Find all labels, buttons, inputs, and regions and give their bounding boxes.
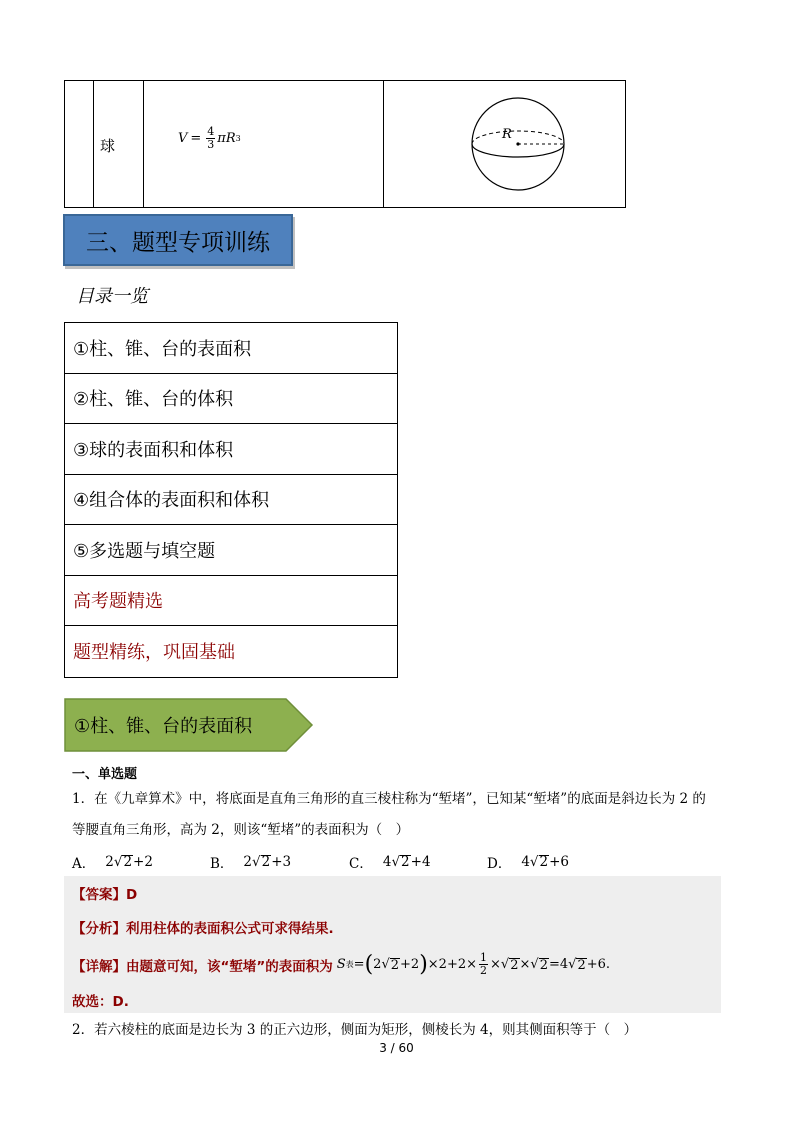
page-number: 3 / 60: [379, 1041, 414, 1055]
detail-prefix: 【详解】由题意可知，该“堑堵”的表面积为: [72, 958, 333, 975]
option-label: D．: [487, 856, 512, 872]
toc-table: [64, 322, 398, 678]
sub-header: 一、单选题: [72, 767, 138, 782]
option-radicand: 2: [401, 854, 410, 870]
question-1-line-1: 1．在《九章算术》中，将底面是直角三角形的直三棱柱称为“堑堵”，已知某“堑堵”的底面是斜边长为 2 的: [72, 791, 706, 807]
question-2: 2．若六棱柱的底面是边长为 3 的正六边形，侧面为矩形，侧棱长为 4，则其侧面积等于（ ）: [72, 1022, 638, 1038]
detail-line: [72, 952, 610, 977]
formula-exponent: 3: [235, 134, 241, 143]
fraction-denominator: 2: [480, 964, 488, 977]
eq-part: +6: [586, 957, 606, 972]
option-c[interactable]: C． 4√2+4: [349, 854, 431, 872]
eq-radicand: 2: [577, 957, 586, 973]
option-b[interactable]: B． 2√2+3: [210, 854, 292, 872]
eq-radicand: 2: [510, 957, 519, 973]
eq-part: .: [605, 957, 611, 972]
formula-fraction: [206, 126, 215, 151]
option-radicand: 2: [539, 854, 549, 870]
answer-line: 【答案】D: [72, 887, 138, 903]
toc-item[interactable]: ③球的表面积和体积: [65, 424, 397, 475]
sphere-figure: [460, 96, 576, 194]
toc-title: 目录一览: [76, 286, 148, 307]
formula-lhs: V: [178, 131, 188, 146]
eq-part: =4: [548, 957, 569, 972]
formula-pi: π: [217, 131, 226, 146]
eq-symbol: S: [336, 957, 346, 972]
answer-box: [64, 876, 721, 1013]
option-coef: 4: [382, 854, 392, 870]
option-label: C．: [349, 856, 373, 872]
shape-name: 球: [100, 137, 116, 155]
section-header-title: ①柱、锥、台的表面积: [74, 716, 253, 737]
option-tail: +6: [549, 854, 570, 870]
fraction-numerator: 4: [207, 125, 215, 138]
radius-label: R: [502, 127, 512, 142]
choice-line: 故选：D.: [72, 994, 129, 1010]
option-tail: +2: [133, 854, 153, 870]
toc-item[interactable]: ②柱、锥、台的体积: [65, 374, 397, 425]
table-divider: [383, 81, 384, 207]
table-divider: [143, 81, 144, 207]
eq-part: =: [353, 957, 365, 972]
formula-eq: =: [190, 131, 202, 146]
eq-part: ×2+2×: [427, 957, 478, 972]
option-coef: 4: [521, 854, 530, 870]
eq-radicand: 2: [390, 957, 400, 973]
option-tail: +4: [410, 854, 431, 870]
option-radicand: 2: [123, 854, 133, 870]
option-label: B．: [210, 856, 234, 872]
analysis-line: 【分析】利用柱体的表面积公式可求得结果.: [72, 921, 334, 937]
eq-subscript: 表: [345, 960, 354, 969]
toc-item[interactable]: ④组合体的表面积和体积: [65, 475, 397, 526]
toc-item[interactable]: ⑤多选题与填空题: [65, 525, 397, 576]
eq-part: ×: [490, 957, 501, 972]
option-a[interactable]: A． 2√2+2: [72, 854, 153, 872]
formula-var: R: [225, 131, 236, 146]
toc-item[interactable]: ①柱、锥、台的表面积: [65, 323, 397, 374]
option-d[interactable]: D． 4√2+6: [487, 854, 570, 872]
question-1-line-2: 等腰直角三角形，高为 2，则该“堑堵”的表面积为（ ）: [72, 822, 410, 838]
eq-radicand: 2: [539, 957, 548, 973]
section-header: [64, 698, 314, 752]
fraction-denominator: 3: [207, 138, 215, 151]
option-tail: +3: [271, 854, 292, 870]
eq-fraction: [479, 952, 488, 977]
option-coef: 2: [105, 854, 114, 870]
section-banner: [63, 214, 293, 266]
toc-item[interactable]: 高考题精选: [65, 576, 397, 627]
option-radicand: 2: [261, 854, 271, 870]
option-coef: 2: [243, 854, 253, 870]
eq-part: ×: [519, 957, 531, 972]
eq-part: +2: [400, 957, 420, 972]
section-banner-title: 三、题型专项训练: [86, 229, 270, 256]
eq-part: 2: [373, 957, 382, 972]
paren-close: ): [419, 951, 428, 977]
volume-formula: [178, 126, 241, 151]
toc-item[interactable]: 题型精练，巩固基础: [73, 642, 235, 664]
paren-open: (: [364, 951, 374, 977]
table-divider: [93, 81, 94, 207]
detail-equation: S 表 = ( 2 √ 2 +2 ) ×2+2× $\frac{1}{2}$ × √ 2 × √ 2 =4 √ 2 +6 .: [336, 951, 611, 977]
option-label: A．: [72, 856, 96, 872]
fraction-numerator: 1: [480, 951, 488, 964]
